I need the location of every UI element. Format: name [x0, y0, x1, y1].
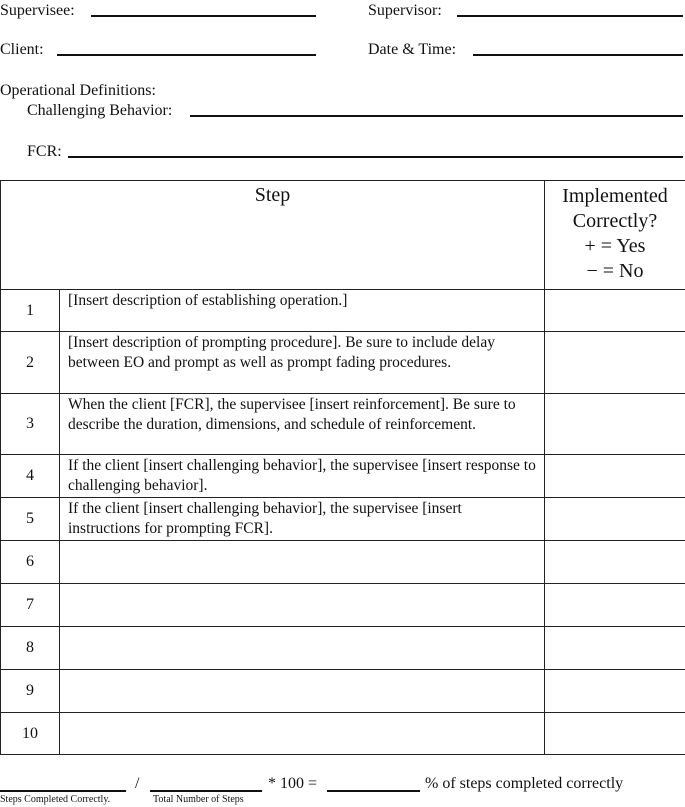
implemented-cell[interactable]: [545, 290, 685, 332]
challenging-behavior-label: Challenging Behavior:: [27, 102, 173, 119]
supervisee-field[interactable]: [91, 15, 316, 17]
table-row: [1, 498, 685, 541]
step-description: If the client [insert challenging behavior], the supervisee [insert instructions for prompting FCR].: [60, 498, 545, 541]
table-header-row: [1, 181, 685, 290]
steps-completed-field[interactable]: [0, 790, 126, 792]
fcr-field[interactable]: [68, 156, 683, 158]
step-number: 1: [1, 290, 60, 332]
fcr-label: FCR:: [27, 143, 62, 160]
step-description: [Insert description of establishing operation.]: [60, 290, 545, 332]
slash: /: [135, 775, 140, 792]
percent-field[interactable]: [327, 790, 420, 792]
table-row: [1, 541, 685, 584]
step-number: 8: [1, 627, 60, 670]
supervisor-label: Supervisor:: [368, 2, 442, 19]
client-label: Client:: [0, 41, 44, 58]
implemented-cell[interactable]: [545, 332, 685, 394]
implemented-cell[interactable]: [545, 541, 685, 584]
implemented-cell[interactable]: [545, 498, 685, 541]
total-steps-caption: Total Number of Steps: [153, 794, 244, 805]
datetime-label: Date & Time:: [368, 41, 457, 58]
table-row: [1, 713, 685, 755]
step-number: 5: [1, 498, 60, 541]
step-description[interactable]: [60, 713, 545, 755]
fidelity-table: [0, 180, 685, 755]
table-row: [1, 290, 685, 332]
step-header: Step: [1, 181, 545, 290]
table-row: [1, 584, 685, 627]
impl-header-yes: + = Yes: [584, 235, 646, 257]
impl-header-line2: Correctly?: [572, 210, 658, 232]
challenging-behavior-field[interactable]: [190, 115, 683, 117]
implemented-cell[interactable]: [545, 627, 685, 670]
table-row: [1, 455, 685, 498]
table-row: [1, 332, 685, 394]
multiply-text: * 100 =: [268, 775, 318, 792]
total-steps-field[interactable]: [150, 790, 262, 792]
step-description: [Insert description of prompting procedure]. Be sure to include delay between EO and prompt as well as prompt fading procedures.: [60, 332, 545, 394]
table-row: [1, 670, 685, 713]
step-number: 4: [1, 455, 60, 498]
implemented-correctly-header: [545, 181, 685, 290]
steps-completed-caption: Steps Completed Correctly.: [0, 794, 111, 805]
step-description[interactable]: [60, 584, 545, 627]
client-field[interactable]: [57, 54, 316, 56]
step-number: 9: [1, 670, 60, 713]
step-description: If the client [insert challenging behavior], the supervisee [insert response to challenging behavior].: [60, 455, 545, 498]
implemented-cell[interactable]: [545, 394, 685, 455]
implemented-cell[interactable]: [545, 713, 685, 755]
step-number: 7: [1, 584, 60, 627]
impl-header-no: − = No: [586, 260, 644, 282]
step-number: 2: [1, 332, 60, 394]
implemented-cell[interactable]: [545, 670, 685, 713]
implemented-cell[interactable]: [545, 584, 685, 627]
impl-header-line1: Implemented: [562, 185, 668, 207]
operational-definitions-label: Operational Definitions:: [0, 82, 156, 99]
table-row: [1, 394, 685, 455]
step-number: 3: [1, 394, 60, 455]
step-number: 10: [1, 713, 60, 755]
step-number: 6: [1, 541, 60, 584]
implemented-cell[interactable]: [545, 455, 685, 498]
supervisee-label: Supervisee:: [0, 2, 75, 19]
supervisor-field[interactable]: [457, 15, 683, 17]
step-description: When the client [FCR], the supervisee [insert reinforcement]. Be sure to describe the duration, dimensions, and schedule of reinforcement.: [60, 394, 545, 455]
step-description[interactable]: [60, 541, 545, 584]
datetime-field[interactable]: [473, 54, 683, 56]
result-text: % of steps completed correctly: [425, 775, 624, 792]
table-row: [1, 627, 685, 670]
step-description[interactable]: [60, 670, 545, 713]
step-description[interactable]: [60, 627, 545, 670]
